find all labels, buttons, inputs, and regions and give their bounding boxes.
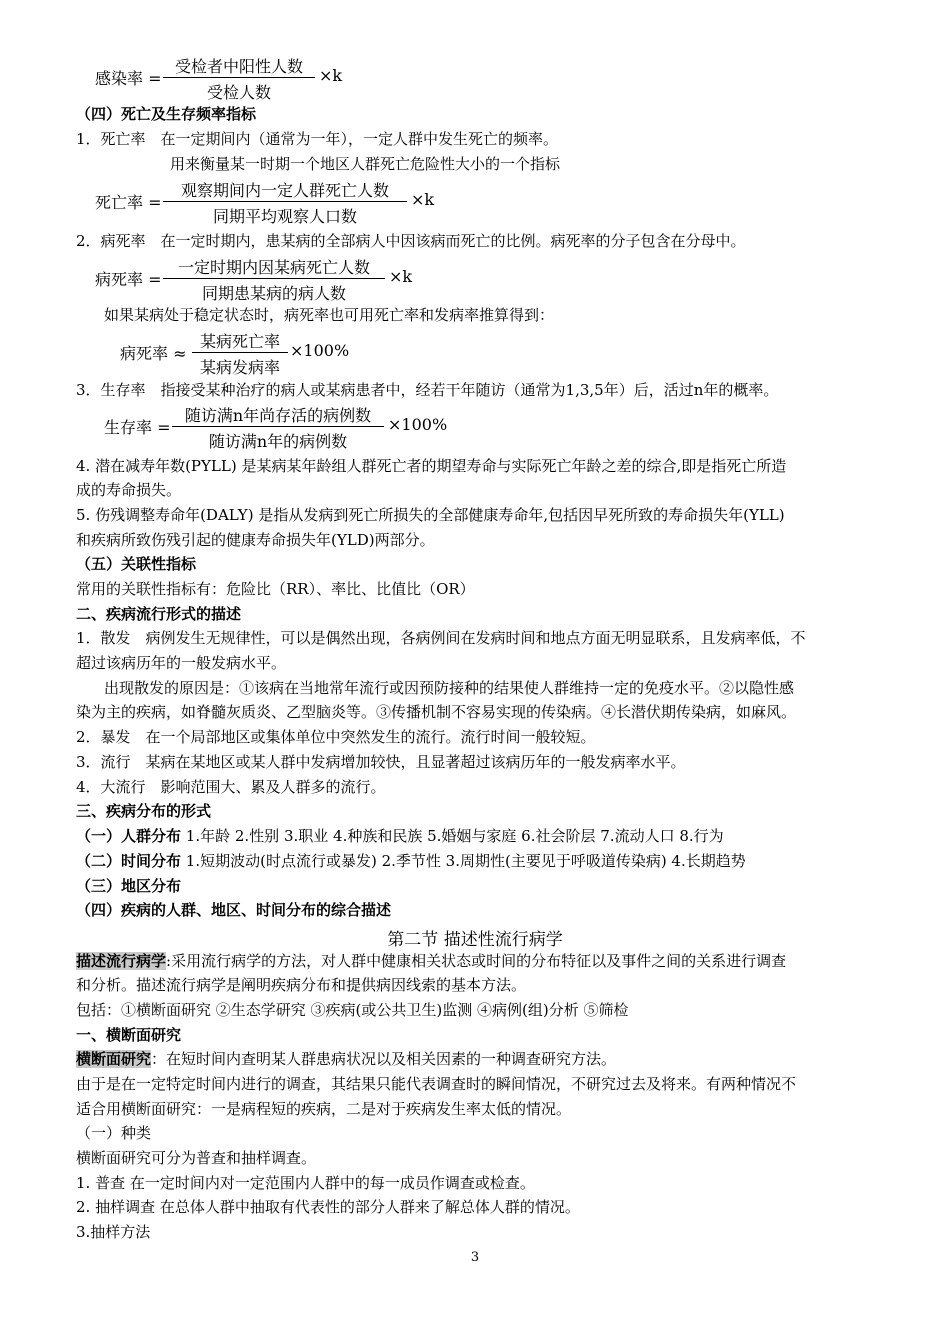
mortality-rate-formula xyxy=(95,176,455,226)
list-text: 1.年龄 2.性别 3.职业 4.种族和民族 5.婚姻与家庭 6.社会阶层 7.流动人口 8.行为 xyxy=(181,827,724,845)
fatality-approx-formula xyxy=(120,327,380,377)
formula-numerator: 某病死亡率 xyxy=(199,332,280,351)
infection-rate-formula xyxy=(95,52,355,102)
paragraph: 成的寿命损失。 xyxy=(76,481,182,499)
subheading-combined: （四）疾病的人群、地区、时间分布的综合描述 xyxy=(76,901,392,919)
paragraph: 4. 潜在减寿年数(PYLL) 是某病某年龄组人群死亡者的期望寿命与实际死亡年龄之差的综合,即是指死亡所造 xyxy=(76,457,787,475)
highlighted-term: 描述流行病学 xyxy=(76,952,167,970)
paragraph: 和分析。描述流行病学是阐明疾病分布和提供病因线索的基本方法。 xyxy=(76,976,527,994)
formula-numerator: 受检者中阳性人数 xyxy=(174,57,303,76)
subheading: （二）时间分布 xyxy=(76,852,182,870)
formula-factor: ×k xyxy=(389,267,413,286)
page-number: 3 xyxy=(470,1250,480,1265)
population-distribution-line xyxy=(76,826,724,846)
paragraph: 3．生存率 指接受某种治疗的病人或某病患者中，经若干年随访（通常为1,3,5年）后，活过n年的概率。 xyxy=(76,381,779,399)
formula-label: 死亡率 = xyxy=(95,193,162,212)
formula-factor: ×k xyxy=(319,66,343,85)
definition-text: ：在短时间内查明某人群患病状况以及相关因素的一种调查研究方法。 xyxy=(151,1050,617,1068)
heading-death-survival: （四）死亡及生存频率指标 xyxy=(76,105,257,123)
formula-denominator: 受检人数 xyxy=(206,83,271,102)
heading-cross-sectional: 一、横断面研究 xyxy=(76,1026,182,1044)
subheading: （一）人群分布 xyxy=(76,827,182,845)
fraction-bar xyxy=(163,77,315,78)
fraction-bar xyxy=(163,278,385,279)
subheading-types: （一）种类 xyxy=(76,1124,152,1142)
paragraph: 染为主的疾病，如脊髓灰质炎、乙型脑炎等。③传播机制不容易实现的传染病。④长潜伏期传染病，如麻风。 xyxy=(76,703,797,721)
paragraph: 4．大流行 影响范围大、累及人群多的流行。 xyxy=(76,778,386,796)
paragraph: 2．病死率 在一定时期内，患某病的全部病人中因该病而死亡的比例。病死率的分子包含在分母中。 xyxy=(76,232,746,250)
formula-label: 感染率 = xyxy=(95,69,162,88)
fraction-bar xyxy=(163,201,407,202)
paragraph: 由于是在一定特定时间内进行的调查，其结果只能代表调查时的瞬间情况，不研究过去及将来。有两种情况不 xyxy=(76,1075,797,1093)
paragraph: 2. 抽样调查 在总体人群中抽取有代表性的部分人群来了解总体人群的情况。 xyxy=(76,1198,580,1216)
formula-label: 病死率 ≈ xyxy=(120,344,187,363)
formula-denominator: 某病发病率 xyxy=(199,358,280,377)
formula-factor: ×k xyxy=(411,190,435,209)
list-text: 1.短期波动(时点流行或暴发) 2.季节性 3.周期性(主要见于呼吸道传染病) 4.长期趋势 xyxy=(181,852,746,870)
paragraph: 用来衡量某一时期一个地区人群死亡危险性大小的一个指标 xyxy=(170,155,561,173)
heading-association: （五）关联性指标 xyxy=(76,555,197,573)
formula-label: 生存率 = xyxy=(104,418,171,437)
paragraph: 1. 普查 在一定时间内对一定范围内人群中的每一成员作调查或检查。 xyxy=(76,1174,535,1192)
paragraph: 适合用横断面研究：一是病程短的疾病，二是对于疾病发生率太低的情况。 xyxy=(76,1100,572,1118)
paragraph: 1．死亡率 在一定期间内（通常为一年），一定人群中发生死亡的频率。 xyxy=(76,130,559,148)
fraction-bar xyxy=(192,352,288,353)
formula-numerator: 一定时期内因某病死亡人数 xyxy=(177,258,370,277)
heading-epidemic-forms: 二、疾病流行形式的描述 xyxy=(76,605,242,623)
formula-factor: ×100% xyxy=(290,341,350,360)
formula-denominator: 同期患某病的病人数 xyxy=(201,284,346,303)
fraction-bar xyxy=(172,426,384,427)
heading-distribution-forms: 三、疾病分布的形式 xyxy=(76,802,212,820)
paragraph: 2．暴发 在一个局部地区或集体单位中突然发生的流行。流行时间一般较短。 xyxy=(76,728,596,746)
fatality-rate-formula xyxy=(95,253,435,303)
formula-numerator: 随访满n年尚存活的病例数 xyxy=(184,406,372,425)
paragraph: 横断面研究可分为普查和抽样调查。 xyxy=(76,1149,317,1167)
formula-factor: ×100% xyxy=(388,415,448,434)
paragraph: 超过该病历年的一般发病水平。 xyxy=(76,654,287,672)
definition-line xyxy=(76,951,786,971)
definition-line xyxy=(76,1049,616,1069)
paragraph: 5. 伤残调整寿命年(DALY) 是指从发病到死亡所损失的全部健康寿命年,包括因早死所致的寿命损失年(YLL) xyxy=(76,506,785,524)
paragraph: 如果某病处于稳定状态时，病死率也可用死亡率和发病率推算得到： xyxy=(104,306,555,324)
paragraph: 和疾病所致伤残引起的健康寿命损失年(YLD)两部分。 xyxy=(76,531,435,549)
formula-denominator: 同期平均观察人口数 xyxy=(212,207,357,226)
formula-label: 病死率 = xyxy=(95,270,162,289)
paragraph: 3．流行 某病在某地区或某人群中发病增加较快，且显著超过该病历年的一般发病率水平。 xyxy=(76,753,686,771)
section-title: 第二节 描述性流行病学 xyxy=(387,930,563,950)
definition-text: :采用流行病学的方法，对人群中健康相关状态或时间的分布特征以及事件之间的关系进行调查 xyxy=(166,952,787,970)
time-distribution-line xyxy=(76,851,746,871)
formula-numerator: 观察期间内一定人群死亡人数 xyxy=(180,181,389,200)
paragraph: 出现散发的原因是：①该病在当地常年流行或因预防接种的结果使人群维持一定的免疫水平。②以隐性感 xyxy=(104,679,795,697)
highlighted-term: 横断面研究 xyxy=(76,1050,152,1068)
paragraph: 常用的关联性指标有：危险比（RR）、率比、比值比（OR） xyxy=(76,580,475,598)
survival-rate-formula xyxy=(104,401,454,451)
formula-denominator: 随访满n年的病例数 xyxy=(208,432,348,451)
paragraph: 包括：①横断面研究 ②生态学研究 ③疾病(或公共卫生)监测 ④病例(组)分析 ⑤筛检 xyxy=(76,1001,629,1019)
subheading-region: （三）地区分布 xyxy=(76,877,182,895)
paragraph: 1．散发 病例发生无规律性，可以是偶然出现，各病例间在发病时间和地点方面无明显联系，且发病率低，不 xyxy=(76,629,806,647)
paragraph: 3.抽样方法 xyxy=(76,1223,151,1241)
